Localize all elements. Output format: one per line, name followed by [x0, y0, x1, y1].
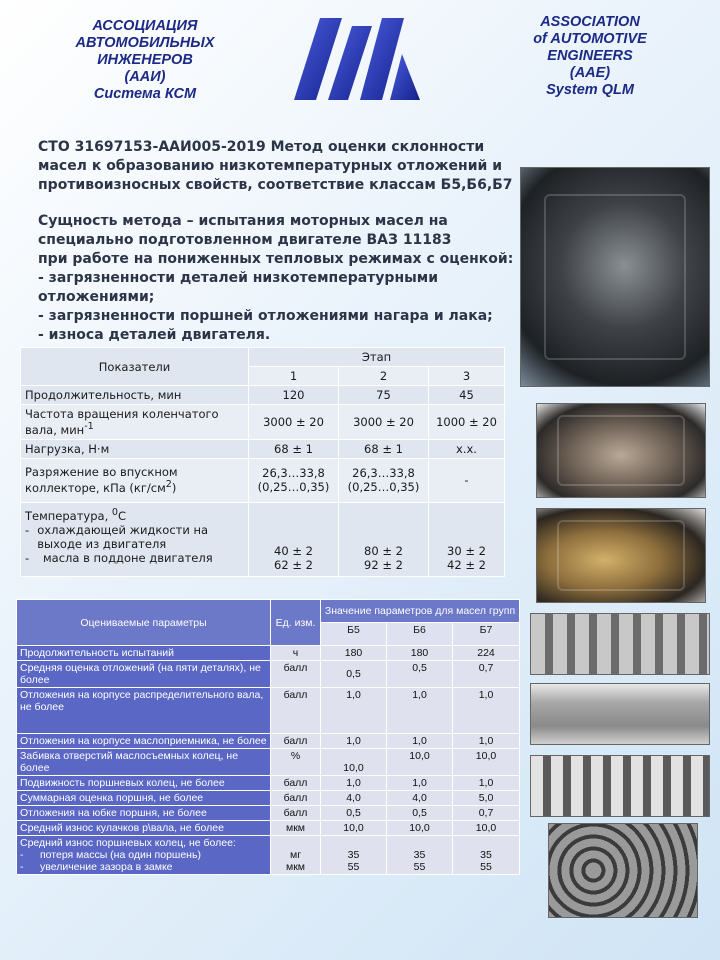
aae-logo	[290, 14, 424, 104]
cell-value: 10,0	[453, 821, 520, 836]
title-line: СТО 31697153-ААИ005-2019 Метод оценки склонности	[38, 139, 485, 155]
label-sup: 2	[165, 479, 172, 491]
cell-value: 1,0	[321, 776, 387, 791]
row-unit: балл	[271, 688, 321, 734]
camshaft-housing-photo	[530, 683, 710, 745]
row-label: Подвижность поршневых колец, не более	[17, 776, 271, 791]
table-row	[17, 734, 520, 749]
col-header-values: Значение параметров для масел групп	[321, 600, 520, 623]
cell-value: 26,3…33,8 (0,25…0,35)	[339, 458, 429, 502]
essence-line: - загрязненности деталей низкотемпературными	[38, 270, 439, 286]
cell-value: 0,7	[453, 661, 520, 688]
engine-photo	[520, 167, 710, 387]
label-text: масла в поддоне двигателя	[43, 550, 213, 565]
cylinder-head-top-photo	[530, 755, 710, 817]
table-row	[17, 646, 520, 661]
cell-value	[453, 836, 520, 875]
cell-value: 224	[453, 646, 520, 661]
row-unit: балл	[271, 661, 321, 688]
table-row	[17, 600, 520, 623]
oil-pan-deposits-photo	[536, 508, 706, 603]
value-line: 40 ± 2	[274, 543, 313, 558]
row-label: Температура, $^0$С - охлаждающей жидкости на выходе из двигателя - масла в поддоне двигателя	[21, 502, 249, 576]
title-line: масел к образованию низкотемпературных отложений и	[38, 158, 503, 174]
row-label: Средняя оценка отложений (на пяти деталях), не более	[17, 661, 271, 688]
value-line: 62 ± 2	[274, 557, 313, 572]
table-row	[21, 439, 505, 458]
label-text: Средний износ поршневых колец, не более:	[20, 837, 236, 849]
table-row	[21, 458, 505, 502]
row-label	[21, 405, 249, 440]
cell-value: 120	[249, 386, 339, 405]
essence-line: при работе на пониженных тепловых режимах с оценкой:	[38, 251, 514, 267]
method-essence	[38, 212, 518, 345]
cell-value: 1,0	[453, 776, 520, 791]
cell-value: 180	[321, 646, 387, 661]
cell-value: 1,0	[453, 688, 520, 734]
cell-value: 3000 ± 20	[339, 405, 429, 440]
row-label: Нагрузка, Н·м	[21, 439, 249, 458]
table-row	[17, 776, 520, 791]
header-right-line: (AAE)	[569, 65, 611, 81]
label-text: Частота вращения коленчатого вала, мин	[25, 407, 219, 437]
value-line: 30 ± 2	[447, 543, 486, 558]
cell-value: 10,0	[387, 821, 453, 836]
unit-line: мг	[289, 849, 302, 861]
row-label: Средний износ поршневых колец, не более: - потеря массы (на один поршень) - увеличение зазора в замке	[17, 836, 271, 875]
header-left-ru	[60, 18, 230, 103]
table-row	[21, 348, 505, 367]
cell-value	[429, 502, 505, 576]
value-line: 80 ± 2	[364, 543, 403, 558]
cell-value: 180	[387, 646, 453, 661]
row-unit: балл	[271, 806, 321, 821]
value-line: 35	[347, 849, 360, 861]
row-label	[21, 458, 249, 502]
label-text: потеря массы (на один поршень)	[40, 849, 201, 861]
title-line: противоизносных свойств, соответствие классам Б5,Б6,Б7	[38, 177, 513, 193]
essence-line: отложениями;	[38, 289, 155, 305]
row-label: Продолжительность испытаний	[17, 646, 271, 661]
cell-value	[249, 502, 339, 576]
cell-value: 75	[339, 386, 429, 405]
table-row	[21, 405, 505, 440]
row-unit: ч	[271, 646, 321, 661]
cell-value: 0,5	[321, 806, 387, 821]
cell-value: 0,7	[453, 806, 520, 821]
label-text: Разряжение во впускном коллекторе, кПа (кг/см	[25, 465, 178, 496]
cylinder-head-photo	[530, 613, 710, 675]
cell-value: 26,3…33,8 (0,25…0,35)	[249, 458, 339, 502]
row-label: Средний износ кулачков р\вала, не более	[17, 821, 271, 836]
cell-value: 5,0	[453, 791, 520, 806]
cell-value: 1,0	[453, 734, 520, 749]
cell-value: 1,0	[321, 734, 387, 749]
table-row	[17, 821, 520, 836]
row-label: Отложения на корпусе маслоприемника, не более	[17, 734, 271, 749]
value-line: 35	[480, 849, 492, 861]
table-row	[21, 386, 505, 405]
row-unit: %	[271, 749, 321, 776]
header-right-line: System QLM	[546, 82, 634, 98]
cell-value: 4,0	[321, 791, 387, 806]
header-right-en	[490, 14, 690, 99]
value-line: 55	[413, 861, 426, 873]
col-header-indicators: Показатели	[21, 348, 249, 386]
cell-value: 0,5	[321, 661, 387, 688]
group-label: Б5	[321, 623, 387, 646]
label-sup: -1	[84, 421, 94, 432]
header-left-line: АССОЦИАЦИЯ	[92, 18, 198, 34]
cell-value: 1,0	[321, 688, 387, 734]
test-modes-table	[20, 347, 505, 577]
row-label: Продолжительность, мин	[21, 386, 249, 405]
row-unit: балл	[271, 791, 321, 806]
label-sup: 0	[111, 506, 118, 518]
cell-value: 3000 ± 20	[249, 405, 339, 440]
cell-value: 68 ± 1	[339, 439, 429, 458]
oil-pan-photo	[536, 403, 706, 498]
row-label: Отложения на корпусе распределительного вала, не более	[17, 688, 271, 734]
header-right-line: of AUTOMOTIVE	[533, 31, 647, 47]
cell-value	[387, 836, 453, 875]
cell-value: 1,0	[387, 776, 453, 791]
table-row	[17, 836, 520, 875]
cell-value: 0,5	[387, 806, 453, 821]
cell-value: 10,0	[321, 749, 387, 776]
value-line: 35	[413, 849, 426, 861]
evaluated-parameters-table	[16, 599, 520, 875]
cell-value: 10,0	[321, 821, 387, 836]
cell-value: 10,0	[387, 749, 453, 776]
label-text: Температура,	[25, 508, 112, 523]
document-title	[38, 138, 518, 195]
cell-value: 68 ± 1	[249, 439, 339, 458]
group-label: Б6	[387, 623, 453, 646]
table-row	[17, 791, 520, 806]
essence-line: специально подготовленном двигателе ВАЗ 11183	[38, 232, 452, 248]
label-text: охлаждающей жидкости на выходе из двигателя	[37, 522, 209, 551]
row-unit: балл	[271, 734, 321, 749]
essence-line: - загрязненности поршней отложениями нагара и лака;	[38, 308, 493, 324]
stage-number: 2	[339, 367, 429, 386]
row-unit: балл	[271, 776, 321, 791]
cell-value: 1,0	[387, 688, 453, 734]
table-row	[17, 688, 520, 734]
col-header-unit: Ед. изм.	[271, 600, 321, 646]
header-left-line: ИНЖЕНЕРОВ	[97, 52, 193, 68]
header-left-line: (ААИ)	[124, 69, 166, 85]
cell-value: 4,0	[387, 791, 453, 806]
cell-value: х.х.	[429, 439, 505, 458]
table-row	[17, 661, 520, 688]
value-line: 42 ± 2	[447, 557, 486, 572]
header-left-line: АВТОМОБИЛЬНЫХ	[75, 35, 215, 51]
essence-line: Сущность метода – испытания моторных масел на	[38, 213, 448, 229]
stage-number: 3	[429, 367, 505, 386]
stage-number: 1	[249, 367, 339, 386]
col-header-stage: Этап	[249, 348, 505, 367]
table-row	[17, 806, 520, 821]
cell-value: 0,5	[387, 661, 453, 688]
valve-train-photo	[548, 823, 698, 918]
cell-value: 10,0	[453, 749, 520, 776]
cell-value: 45	[429, 386, 505, 405]
row-unit: мкм	[271, 821, 321, 836]
header-right-line: ENGINEERS	[547, 48, 633, 64]
row-label: Отложения на юбке поршня, не более	[17, 806, 271, 821]
cell-value: 1000 ± 20	[429, 405, 505, 440]
label-text: )	[171, 481, 177, 496]
cell-value	[321, 836, 387, 875]
value-line: 92 ± 2	[364, 557, 403, 572]
header-right-line: ASSOCIATION	[540, 14, 640, 30]
row-unit	[271, 836, 321, 875]
cell-value	[339, 502, 429, 576]
essence-line: - износа деталей двигателя.	[38, 327, 271, 343]
col-header-params: Оцениваемые параметры	[17, 600, 271, 646]
group-label: Б7	[453, 623, 520, 646]
header-left-line: Система КСМ	[93, 86, 197, 102]
unit-line: мкм	[285, 861, 306, 873]
label-text: увеличение зазора в замке	[40, 861, 173, 873]
row-label: Суммарная оценка поршня, не более	[17, 791, 271, 806]
value-line: 55	[347, 861, 360, 873]
cell-value: 1,0	[387, 734, 453, 749]
row-label: Забивка отверстий маслосъемных колец, не более	[17, 749, 271, 776]
table-row	[17, 749, 520, 776]
value-line: 55	[480, 861, 492, 873]
cell-value: -	[429, 458, 505, 502]
table-row	[21, 502, 505, 576]
label-text: С	[118, 508, 127, 523]
